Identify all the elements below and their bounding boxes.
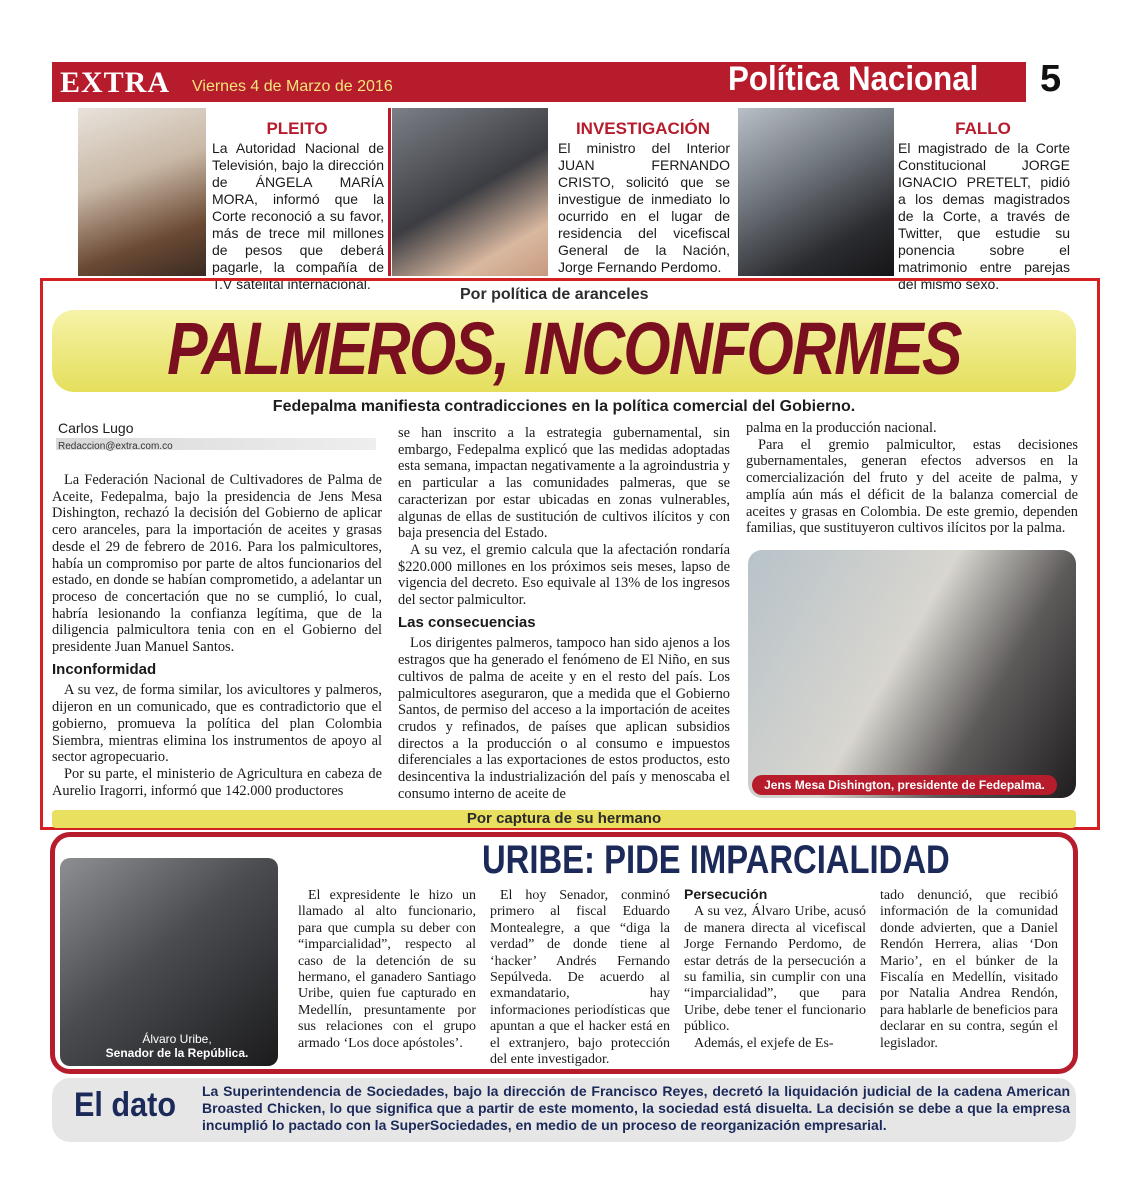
subheading: Persecución xyxy=(684,886,768,902)
paragraph: Por su parte, el ministerio de Agricultura en cabeza de Aurelio Iragorri, informó que 142.000 productores xyxy=(52,765,382,799)
main-column-1 xyxy=(52,472,382,799)
newspaper-logo: EXTRA xyxy=(60,66,171,99)
subheading: Las consecuencias xyxy=(398,613,536,631)
brief-kicker-fallo: FALLO xyxy=(955,119,1011,138)
paragraph: El expresidente le hizo un llamado al alto funcionario, para que cumpla su deber con “imparcialidad”, respecto al caso de la detención de su hermano, el ganadero Santiago Uribe, quien fue capturado en Medellín, presuntamente por sus relaciones con el grupo armado ‘Los doce apóstoles’. xyxy=(298,888,476,1051)
uribe-column-2 xyxy=(490,888,670,1068)
uribe-headline: URIBE: PIDE IMPARCIALIDAD xyxy=(482,838,950,882)
brief-photo-mora xyxy=(78,108,206,276)
el-dato-text: La Superintendencia de Sociedades, bajo la dirección de Francisco Reyes, decretó la liquidación judicial de la cadena American Broasted Chicken, lo que significa que a partir de este momento, la sociedad está disuelta. La decisión se debe a que la empresa incumplió lo pactado con la SuperSociedades, en medio de un proceso de reorganización empresarial. xyxy=(202,1083,1070,1133)
brief-text-investigacion: El ministro del Interior JUAN FERNANDO CRISTO, solicitó que se investigue de inmediato lo ocurrido en el lugar de residencia del vicefiscal General de la Nación, Jorge Fernando Perdomo. xyxy=(558,140,730,275)
byline-email: Redaccion@extra.com.co xyxy=(58,441,173,452)
caption-role: Senador de la República. xyxy=(105,1046,249,1060)
brief-text-fallo: El magistrado de la Corte Constitucional JORGE IGNACIO PRETELT, pidió a los demas magistrados de la Corte, a través de Twitter, que estudie su ponencia sobre el matrimonio entre parejas del mismo sexo. xyxy=(898,140,1070,292)
fedepalma-president-photo xyxy=(748,550,1076,798)
paragraph: La Federación Nacional de Cultivadores de Palma de Aceite, Fedepalma, bajo la presidencia de Jens Mesa Dishington, rechazó la decisión del Gobierno de aplicar cero aranceles, para la importación de aceites y grasas desde el 29 de febrero de 2016. Para los palmicultores, había un compromiso por parte de altos funcionarios del estado, en donde se habían comprometido, a adelantar un proceso de concertación que no se cumplió, lo cual, habría lesionando la confianza legítima, que de la diligencia palmicultora tenia con en el Gobierno del presidente Juan Manuel Santos. xyxy=(52,472,382,656)
paragraph: A su vez, el gremio calcula que la afectación rondaría $220.000 millones en los próximos seis meses, lapso de vigencia del decreto. Eso equivale al 13% de los ingresos del sector palmicultor. xyxy=(398,541,730,609)
brief-photo-pretelt xyxy=(738,108,894,276)
main-subhead: Fedepalma manifiesta contradicciones en la política comercial del Gobierno. xyxy=(272,398,856,415)
main-headline: PALMEROS, INCONFORMES xyxy=(167,307,961,390)
paragraph: Para el gremio palmicultor, estas decisiones gubernamentales, generan efectos adversos en la comercialización del fruto y del aceite de palma, y amplía aún más el déficit de la balanza comercial de aceites y grasas en Colombia. De este gremio, dependen familias, que sustituyeron cultivos ilícitos por la palma. xyxy=(746,436,1078,537)
section-title: Política Nacional xyxy=(728,60,979,98)
paragraph: A su vez, Álvaro Uribe, acusó de manera directa al vicefiscal Jorge Fernando Perdomo, de estar detrás de la persecución a su familia, sin cumplir con una “imparcialidad”, que para Uribe, debe tener el funcionario público. xyxy=(684,904,866,1035)
uribe-kicker: Por captura de su hermano xyxy=(466,810,662,827)
page-number: 5 xyxy=(1040,58,1062,100)
caption-name: Álvaro Uribe, xyxy=(142,1032,212,1046)
paragraph: A su vez, de forma similar, los avicultores y palmeros, dijeron en un comunicado, que es contradictorio que el gobierno, promueva la política del plan Colombia Siembra, mientras elimina los instrumentos de apoyo al sector agropecuario. xyxy=(52,682,382,766)
paragraph: palma en la producción nacional. xyxy=(746,420,937,436)
uribe-column-3 xyxy=(684,886,866,1052)
photo-caption: Jens Mesa Dishington, presidente de Fedepalma. xyxy=(752,775,1057,795)
brief-kicker-pleito: PLEITO xyxy=(266,119,328,138)
brief-text-pleito: La Autoridad Nacional de Televisión, bajo la dirección de ÁNGELA MARÍA MORA, informó que la Corte reconoció a su favor, más de trece mil millones de pesos que deberá pagarle, la compañía de T.V satelital internacional. xyxy=(212,140,384,292)
uribe-column-1 xyxy=(298,888,476,1052)
byline-author: Carlos Lugo xyxy=(58,420,134,436)
main-column-2 xyxy=(398,425,730,802)
paragraph: Además, el exjefe de Es- xyxy=(694,1035,834,1051)
paragraph: El hoy Senador, conminó primero al fiscal Eduardo Montealegre, a que “diga la verdad” de donde tiene al ‘hacker’ Andrés Fernando Sepúlveda. De acuerdo al exmandatario, hay informaciones periodísticas que apuntan a que el hacker está en el extranjero, bajo protección del ente investigador. xyxy=(490,888,670,1068)
main-column-3 xyxy=(746,420,1078,537)
brief-kicker-investigacion: INVESTIGACIÓN xyxy=(575,119,711,138)
subheading: Inconformidad xyxy=(52,660,157,678)
brief-photo-cristo xyxy=(392,108,548,276)
paragraph: se han inscrito a la estrategia gubernamental, sin embargo, Fedepalma explicó que las medidas adoptadas esta semana, impactan negativamente a la agroindustria y en particular a las comunidades palmeras, que se caracterizan por estar ubicadas en zonas vulnerables, algunas de ellas de sustitución de cultivos ilícitos y con baja presencia del Estado. xyxy=(398,425,730,542)
el-dato-title: El dato xyxy=(74,1086,177,1124)
paragraph: tado denunció, que recibió información de la comunidad donde advierten, que a Daniel Rendón Herrera, alias ‘Don Mario’, en el búnker de la Fiscalía en Medellín, visitado por Natalia Andrea Rendón, para hablarle de beneficios para declarar en su contra, según el legislador. xyxy=(880,888,1059,1051)
main-story-kicker: Por política de aranceles xyxy=(460,286,649,303)
uribe-photo-caption xyxy=(92,1032,262,1060)
brief-divider xyxy=(388,108,391,276)
paragraph: Los dirigentes palmeros, tampoco han sido ajenos a los estragos que ha generado el fenómeno de El Niño, en sus cultivos de palma de aceite y en el resto del país. Los palmicultores aseguraron, que a medida que el Gobierno Santos, de permiso del acceso a la importación de aceites crudos y refinados, de países que aplican subsidios directos a la producción o al consumo e impuestos diferenciales a las exportaciones de estos productos, esto desincentiva la industrialización del país y menoscaba el consumo interno de aceite de xyxy=(398,635,730,802)
issue-date: Viernes 4 de Marzo de 2016 xyxy=(192,78,393,95)
uribe-column-4 xyxy=(880,888,1058,1052)
